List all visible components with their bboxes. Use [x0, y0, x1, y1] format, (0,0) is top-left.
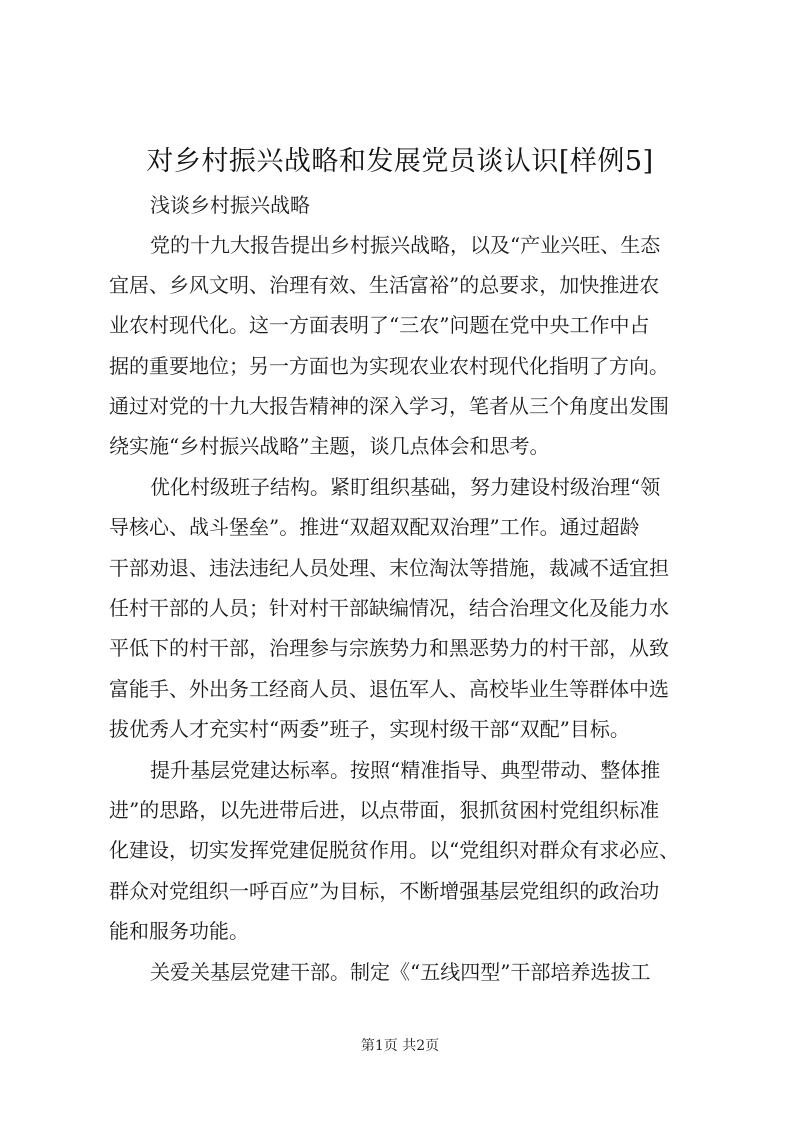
- paragraph-3-line-1: 提升基层党建达标率。按照“精准指导、典型带动、整体推: [150, 758, 661, 782]
- paragraph-1-line-4: 据的重要地位；另一方面也为实现农业农村现代化指明了方向。: [109, 354, 669, 378]
- paragraph-1-line-6: 绕实施“乡村振兴战略”主题，谈几点体会和思考。: [109, 434, 550, 458]
- paragraph-2-line-3: 干部劝退、违法违纪人员处理、末位淘汰等措施，裁减不适宜担: [109, 556, 669, 580]
- paragraph-3-line-3: 化建设，切实发挥党建促脱贫作用。以“党组织对群众有求必应、: [109, 838, 680, 862]
- paragraph-1-line-5: 通过对党的十九大报告精神的深入学习，笔者从三个角度出发围: [109, 394, 669, 418]
- paragraph-2-line-4: 任村干部的人员；针对村干部缺编情况，结合治理文化及能力水: [109, 596, 669, 620]
- paragraph-1-line-1: 党的十九大报告提出乡村振兴战略，以及“产业兴旺、生态: [150, 233, 661, 257]
- paragraph-2-line-5: 平低下的村干部，治理参与宗族势力和黑恶势力的村干部，从致: [109, 636, 669, 660]
- paragraph-3-line-2: 进”的思路，以先进带后进，以点带面，狠抓贫困村党组织标准: [109, 798, 660, 822]
- document-subtitle: 浅谈乡村振兴战略: [150, 193, 310, 217]
- paragraph-2-line-1: 优化村级班子结构。紧盯组织基础，努力建设村级治理“领: [150, 475, 661, 499]
- paragraph-2-line-2: 导核心、战斗堡垒”。推进“双超双配双治理”工作。通过超龄: [109, 515, 640, 539]
- paragraph-2-line-6: 富能手、外出务工经商人员、退伍军人、高校毕业生等群体中选: [109, 677, 669, 701]
- document-title: 对乡村振兴战略和发展党员谈认识[样例5]: [146, 146, 654, 177]
- paragraph-2-line-7: 拔优秀人才充实村“两委”班子，实现村级干部“双配”目标。: [109, 717, 630, 741]
- paragraph-1-line-3: 业农村现代化。这一方面表明了“三农”问题在党中央工作中占: [109, 313, 650, 337]
- paragraph-1-line-2: 宜居、乡风文明、治理有效、生活富裕”的总要求，加快推进农: [109, 273, 660, 297]
- paragraph-4-line-1: 关爱关基层党建干部。制定《“五线四型”干部培养选拔工: [150, 960, 651, 984]
- paragraph-3-line-4: 群众对党组织一呼百应”为目标，不断增强基层党组织的政治功: [109, 879, 660, 903]
- paragraph-3-line-5: 能和服务功能。: [109, 919, 249, 943]
- page-footer: 第1页 共2页: [360, 1038, 440, 1054]
